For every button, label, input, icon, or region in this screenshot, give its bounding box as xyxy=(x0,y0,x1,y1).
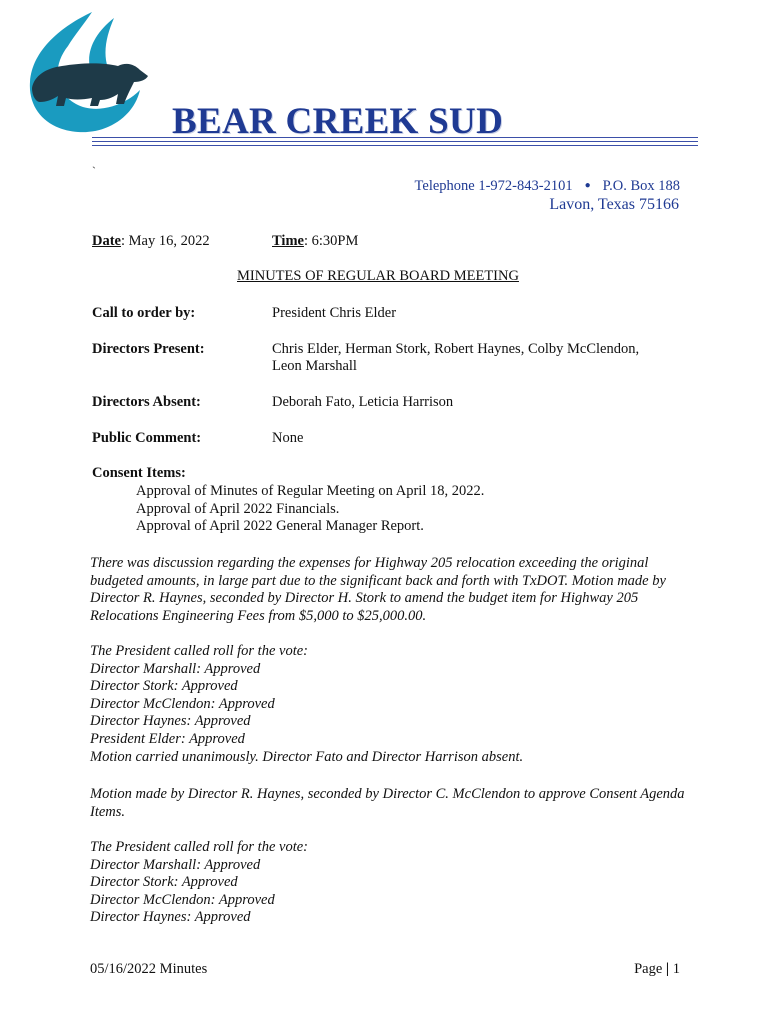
vote-line: Director Haynes: Approved xyxy=(90,909,251,926)
vote-line: Director Stork: Approved xyxy=(90,874,238,891)
page-number: 1 xyxy=(672,961,680,977)
public-comment-value: None xyxy=(272,430,304,446)
date-label: Date xyxy=(92,233,121,249)
vote-line: President Elder: Approved xyxy=(90,730,245,747)
directors-present-label: Directors Present: xyxy=(92,341,205,357)
public-comment-label: Public Comment: xyxy=(92,430,202,446)
vote-record-2 xyxy=(90,839,308,927)
meeting-time xyxy=(272,233,358,250)
vote-line: Director McClendon: Approved xyxy=(90,891,275,908)
meeting-date xyxy=(92,233,210,250)
consent-item: Approval of April 2022 Financials. xyxy=(136,500,340,517)
consent-items-list xyxy=(136,483,484,536)
directors-absent-label: Directors Absent: xyxy=(92,394,201,410)
bullet-icon: ● xyxy=(584,180,591,191)
vote-line: Director McClendon: Approved xyxy=(90,695,275,712)
consent-heading: Consent Items: xyxy=(92,465,186,481)
document-title: MINUTES OF REGULAR BOARD MEETING xyxy=(237,268,519,284)
stray-mark: ` xyxy=(92,164,96,178)
telephone: Telephone 1-972-843-2101 xyxy=(414,178,573,194)
vote-record-1 xyxy=(90,643,523,766)
directors-present-value-line-2: Leon Marshall xyxy=(272,358,357,374)
vote-line: Motion carried unanimously. Director Fato and Director Harrison absent. xyxy=(90,748,524,765)
directors-present-value-line-1: Chris Elder, Herman Stork, Robert Haynes, Colby McClendon, xyxy=(272,341,640,357)
vote-line: Director Stork: Approved xyxy=(90,678,238,695)
organization-name: BEAR CREEK SUD xyxy=(172,101,504,142)
header-rule-middle xyxy=(92,141,698,142)
date-value: : May 16, 2022 xyxy=(121,233,210,249)
header-rule-bottom xyxy=(92,145,698,146)
time-value: : 6:30PM xyxy=(303,233,359,249)
call-to-order-label: Call to order by: xyxy=(92,305,196,321)
bear-creek-logo xyxy=(22,10,154,134)
footer-document-label: 05/16/2022 Minutes xyxy=(90,961,208,977)
call-to-order-value: President Chris Elder xyxy=(272,305,397,321)
vote-line: The President called roll for the vote: xyxy=(90,643,308,659)
page-label: Page xyxy=(634,961,663,977)
city-line: Lavon, Texas 75166 xyxy=(549,196,679,213)
contact-line xyxy=(415,178,680,195)
header-rule-top xyxy=(92,137,698,138)
motion-paragraph: Motion made by Director R. Haynes, seconded by Director C. McClendon to approve Consent Agenda Items. xyxy=(90,786,685,820)
po-box: P.O. Box 188 xyxy=(602,178,680,194)
vote-line: Director Marshall: Approved xyxy=(90,856,261,873)
vote-line: The President called roll for the vote: xyxy=(90,839,308,855)
footer-page-number xyxy=(634,961,680,978)
discussion-paragraph: There was discussion regarding the expenses for Highway 205 relocation exceeding the original budgeted amounts, in large part due to the significant back and forth with TxDOT. Motion made by Director R. Haynes, seconded by Director H. Stork to amend the budget item for Highway 205 Relocations Engineering Fees from $5,000 to $25,000.00. xyxy=(90,555,666,624)
page-separator: | xyxy=(665,961,670,977)
consent-item: Approval of Minutes of Regular Meeting on April 18, 2022. xyxy=(136,483,485,499)
vote-line: Director Marshall: Approved xyxy=(90,660,261,677)
consent-item: Approval of April 2022 General Manager Report. xyxy=(136,518,424,535)
vote-line: Director Haynes: Approved xyxy=(90,713,251,730)
time-label: Time xyxy=(272,233,304,249)
directors-absent-value: Deborah Fato, Leticia Harrison xyxy=(272,394,454,410)
